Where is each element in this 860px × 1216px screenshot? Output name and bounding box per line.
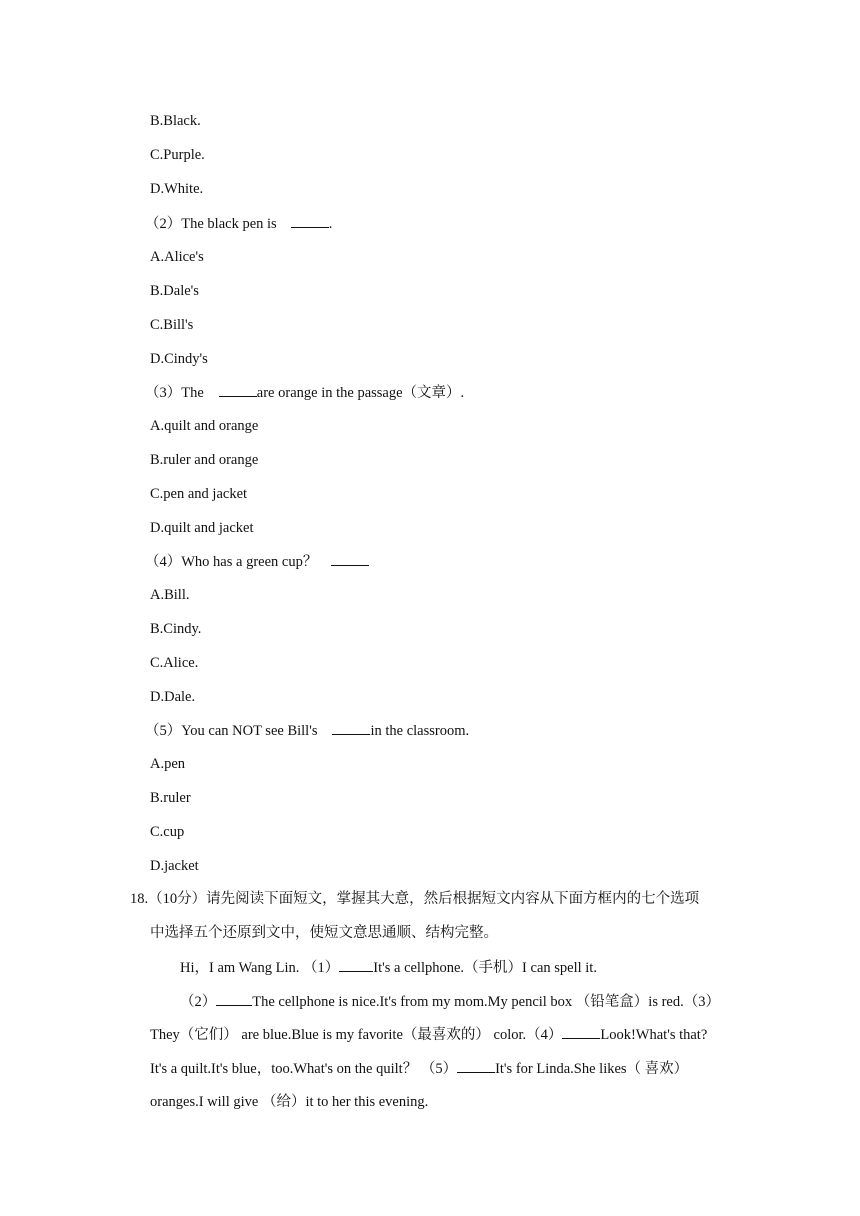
passage-line-5: oranges.I will give （给）it to her this evening. bbox=[150, 1094, 429, 1110]
q5-option-b: B.ruler bbox=[150, 790, 191, 806]
passage-1-end: It's a cellphone.（手机）I can spell it. bbox=[373, 960, 597, 976]
q4-option-d: D.Dale. bbox=[150, 689, 196, 705]
q5-option-d: D.jacket bbox=[150, 858, 199, 874]
q3-option-a: A.quilt and orange bbox=[150, 418, 259, 434]
q3-option-b: B.ruler and orange bbox=[150, 452, 259, 468]
q2-end: . bbox=[328, 216, 333, 232]
q1-option-b: B.Black. bbox=[150, 113, 201, 129]
q3-stem: （3）The bbox=[145, 385, 204, 401]
q4-option-a: A.Bill. bbox=[150, 587, 190, 603]
q1-option-d: D.White. bbox=[150, 181, 204, 197]
passage-3-start: They（它们） are blue.Blue is my favorite（最喜欢的） color.（4） bbox=[150, 1027, 563, 1043]
q4-option-c: C.Alice. bbox=[150, 655, 199, 671]
q3-option-c: C.pen and jacket bbox=[150, 486, 248, 502]
passage-1-start: Hi，I am Wang Lin. （1） bbox=[180, 960, 340, 976]
q4-option-b: B.Cindy. bbox=[150, 621, 202, 637]
q2-blank bbox=[291, 213, 329, 228]
q3-stem-line bbox=[145, 382, 464, 403]
passage-2-end: The cellphone is nice.It's from my mom.My pencil box （铅笔盒）is red.（3） bbox=[252, 994, 720, 1010]
passage-blank-1 bbox=[339, 957, 373, 972]
q18-header-line-2: 中选择五个还原到文中，使短文意思通顺、结构完整。 bbox=[150, 925, 498, 941]
passage-blank-4 bbox=[562, 1024, 600, 1039]
q4-blank bbox=[331, 551, 369, 566]
passage-3-end: Look!What's that? bbox=[600, 1027, 708, 1043]
q4-stem-line bbox=[145, 551, 369, 572]
q2-option-d: D.Cindy's bbox=[150, 351, 208, 367]
q5-option-a: A.pen bbox=[150, 756, 186, 772]
passage-line-2 bbox=[180, 991, 720, 1012]
q2-stem-line bbox=[145, 213, 332, 234]
q2-option-b: B.Dale's bbox=[150, 283, 199, 299]
passage-blank-5 bbox=[457, 1058, 495, 1073]
passage-4-end: It's for Linda.She likes（ 喜欢） bbox=[495, 1061, 689, 1077]
q3-option-d: D.quilt and jacket bbox=[150, 520, 254, 536]
q4-stem: （4）Who has a green cup？ bbox=[145, 554, 318, 570]
passage-line-4 bbox=[150, 1058, 688, 1079]
q2-stem: （2）The black pen is bbox=[145, 216, 277, 232]
passage-line-3 bbox=[150, 1024, 707, 1045]
passage-2-start: （2） bbox=[180, 994, 217, 1010]
q5-blank bbox=[332, 720, 370, 735]
q2-option-c: C.Bill's bbox=[150, 317, 194, 333]
q3-end: are orange in the passage（文章）. bbox=[256, 385, 465, 401]
q5-stem: （5）You can NOT see Bill's bbox=[145, 723, 318, 739]
q18-header-line-1: 18.（10分）请先阅读下面短文，掌握其大意，然后根据短文内容从下面方框内的七个选项 bbox=[130, 891, 700, 907]
q5-stem-line bbox=[145, 720, 469, 741]
q5-end: in the classroom. bbox=[370, 723, 470, 739]
passage-4-start: It's a quilt.It's blue，too.What's on the quilt？ （5） bbox=[150, 1061, 458, 1077]
q3-blank bbox=[219, 382, 257, 397]
passage-blank-2 bbox=[216, 991, 252, 1006]
q5-option-c: C.cup bbox=[150, 824, 185, 840]
passage-line-1 bbox=[180, 957, 597, 978]
q1-option-c: C.Purple. bbox=[150, 147, 205, 163]
q2-option-a: A.Alice's bbox=[150, 249, 204, 265]
